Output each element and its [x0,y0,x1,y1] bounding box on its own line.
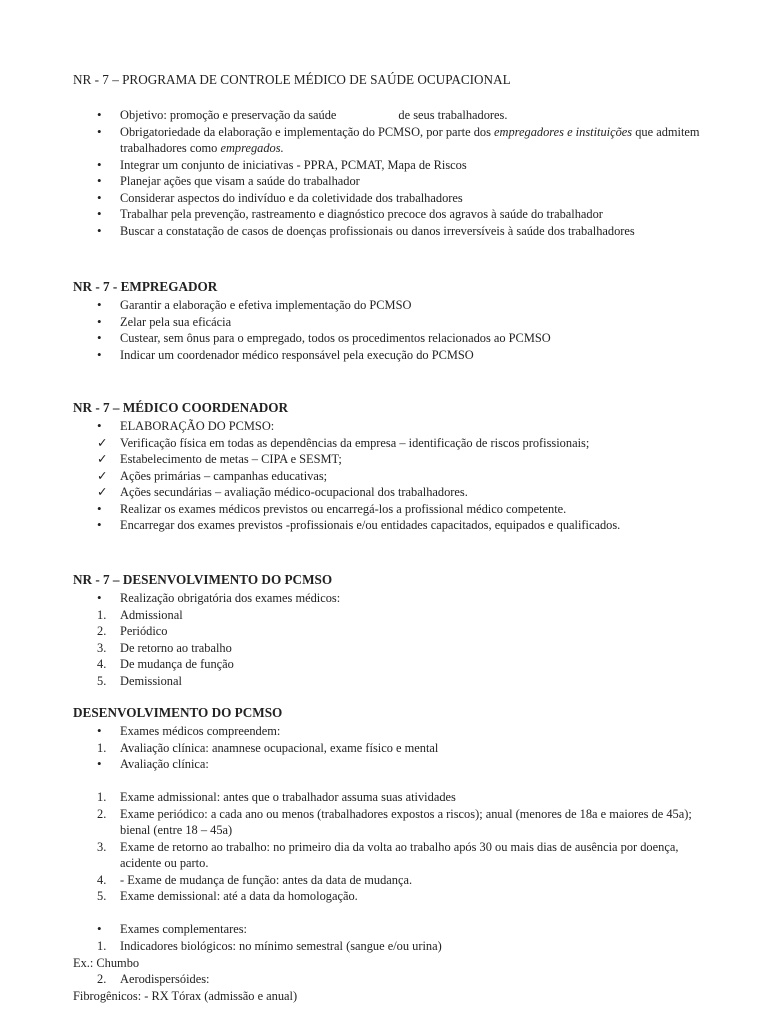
list-item: • Indicar um coordenador médico responsável pela execução do PCMSO [0,347,768,364]
bullet-icon [97,723,117,740]
section-title-desenvolvimento-nr7: NR - 7 – DESENVOLVIMENTO DO PCMSO [73,572,333,587]
section-title-medico-coordenador: NR - 7 – MÉDICO COORDENADOR [73,400,289,415]
list-item: 1. Admissional [97,607,183,622]
list-item: • Custear, sem ônus para o empregado, todos os procedimentos relacionados ao PCMSO [0,330,768,347]
list-item: ✓ Estabelecimento de metas – CIPA e SESMT; [97,452,342,466]
list-item: • Exames complementares: [0,921,768,938]
list-item: • Realização obrigatória dos exames médicos: [0,590,768,607]
list-item: 2. Exame periódico: a cada ano ou menos (trabalhadores expostos a riscos); anual (menores de 18a e maiores de 45a); bienal (entre 18 – 45a) [97,806,692,837]
list-item: • Buscar a constatação de casos de doenças profissionais ou danos irreversíveis à saúde dos trabalhadores [0,223,768,240]
bullet-icon [97,107,117,124]
check-icon: ✓ [97,435,108,450]
section-title-programa: NR - 7 – PROGRAMA DE CONTROLE MÉDICO DE SAÚDE OCUPACIONAL [73,72,511,87]
list-item: ✓ Verificação física em todas as dependências da empresa – identificação de riscos profissionais; [97,435,590,450]
list-item: 4. De mudança de função [97,657,234,671]
list-item: • Obrigatoriedade da elaboração e implementação do PCMSO, por parte dos empregadores e instituições que admitem trabalhadores como empregados. [0,124,768,157]
check-icon: ✓ [97,485,108,499]
bullet-icon [97,418,117,435]
list-item: ✓ Ações primárias – campanhas educativas; [97,468,328,483]
list-desenvolvimento-nr7 [0,590,768,689]
list-item: 4. - Exame de mudança de função: antes da data de mudança. [97,872,413,887]
check-icon: ✓ [97,468,108,483]
bullet-icon [97,157,117,174]
list-item: 5. Exame demissional: até a data da homologação. [97,889,358,903]
bullet-icon [97,590,117,607]
example-text: Ex.: Chumbo [73,956,140,970]
list-item: 3. De retorno ao trabalho [97,640,232,655]
bullet-icon [97,330,117,347]
list-item: 1. Indicadores biológicos: no mínimo semestral (sangue e/ou urina) [97,938,442,953]
list-item: 2. Aerodispersóides: [97,972,210,986]
list-item: ✓ Ações secundárias – avaliação médico-ocupacional dos trabalhadores. [97,485,468,499]
bullet-icon [97,517,117,534]
list-item: • Garantir a elaboração e efetiva implementação do PCMSO [0,297,768,314]
bullet-icon [97,501,117,518]
list-medico-coordenador [0,418,768,534]
list-empregador [0,297,768,363]
list-item: • Trabalhar pela prevenção, rastreamento e diagnóstico precoce dos agravos à saúde do trabalhador [0,206,768,223]
bullet-icon [97,347,117,364]
bullet-icon [97,223,117,240]
section-title-empregador: NR - 7 - EMPREGADOR [73,279,218,294]
fibrogenicos-text: Fibrogênicos: - RX Tórax (admissão e anual) [73,989,298,1003]
list-item: • Integrar um conjunto de iniciativas - PPRA, PCMAT, Mapa de Riscos [0,157,768,174]
list-item: • Avaliação clínica: [0,756,768,773]
list-item: 1. Exame admissional: antes que o trabalhador assuma suas atividades [97,790,456,804]
list-item: • ELABORAÇÃO DO PCMSO: [0,418,768,435]
list-item: 5. Demissional [97,673,182,688]
bullet-icon [97,297,117,314]
bullet-icon [97,173,117,190]
list-item: • Considerar aspectos do indivíduo e da coletividade dos trabalhadores [0,190,768,207]
list-item: • Zelar pela sua eficácia [0,314,768,331]
check-icon: ✓ [97,452,108,466]
list-item: 3. Exame de retorno ao trabalho: no primeiro dia da volta ao trabalho após 30 ou mais dias de ausência por doença, acidente ou parto. [97,839,679,870]
list-programa [0,107,768,239]
bullet-icon [97,314,117,331]
bullet-icon [97,921,117,938]
section-title-desenvolvimento: DESENVOLVIMENTO DO PCMSO [73,705,283,720]
list-item: • Planejar ações que visam a saúde do trabalhador [0,173,768,190]
list-item: • Exames médicos compreendem: [0,723,768,740]
bullet-icon [97,206,117,223]
list-item: • Realizar os exames médicos previstos ou encarregá-los a profissional médico competente. [0,501,768,518]
list-item: • Objetivo: promoção e preservação da saúde de seus trabalhadores. [0,107,768,124]
bullet-icon [97,124,117,141]
list-aerodispersoides [0,971,768,988]
list-desenvolvimento [0,723,768,954]
bullet-icon [97,190,117,207]
bullet-icon [97,756,117,773]
list-item: 2. Periódico [97,624,168,638]
list-item: • Encarregar dos exames previstos -profissionais e/ou entidades capacitados, equipados e qualificados. [0,517,768,534]
list-item: 1. Avaliação clínica: anamnese ocupacional, exame físico e mental [97,740,439,755]
